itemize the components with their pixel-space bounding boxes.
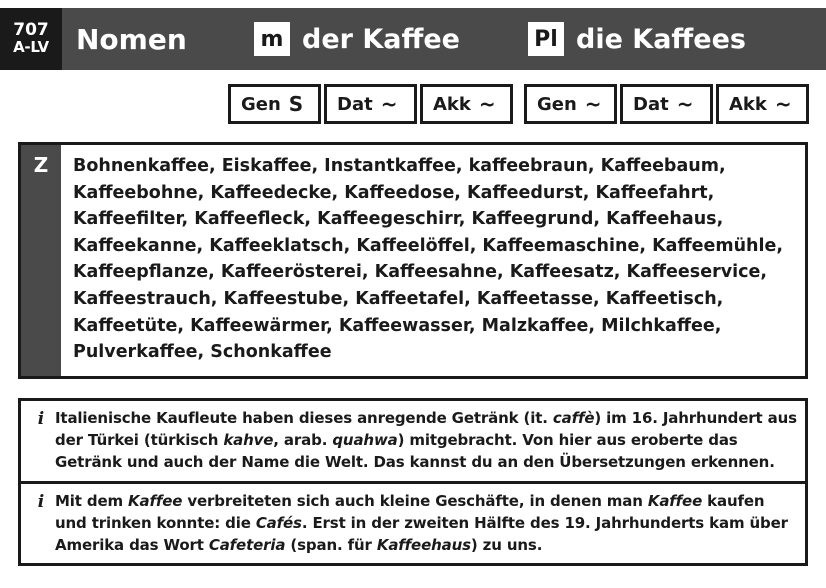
word-line: Bohnenkaffee, Eiskaffee, Instantkaffee, kaffeebraun, Kaffeebaum,	[73, 156, 726, 176]
case-box-dat-singular	[324, 84, 417, 124]
case-label: Akk	[729, 93, 767, 115]
word-line: Kaffeefilter, Kaffeefleck, Kaffeegeschirr, Kaffeegrund, Kaffeehaus,	[73, 209, 724, 230]
compound-word-list	[61, 145, 793, 376]
compound-word-block	[18, 142, 808, 379]
entry-header	[0, 8, 826, 70]
entry-number: 707	[13, 20, 49, 41]
case-row	[228, 84, 812, 124]
word-line: Kaffeepflanze, Kaffeerösterei, Kaffeesahne, Kaffeesatz, Kaffeeservice,	[73, 262, 768, 283]
case-label: Gen	[537, 93, 577, 115]
info-note	[18, 484, 808, 567]
singular-word: der Kaffee	[302, 23, 460, 55]
case-box-akk-plural	[716, 84, 809, 124]
case-box-dat-plural	[620, 84, 713, 124]
plural-badge: Pl	[528, 22, 564, 56]
case-box-gen-singular	[228, 84, 321, 124]
word-line: Kaffeekanne, Kaffeeklatsch, Kaffeelöffel, Kaffeemaschine, Kaffeemühle,	[73, 235, 784, 256]
case-symbol: ~	[774, 92, 792, 116]
case-label: Gen	[241, 93, 281, 115]
case-symbol: ~	[676, 92, 694, 116]
entry-number-sub: A-LV	[13, 38, 49, 57]
info-note-text: Mit dem Kaffee verbreiteten sich auch kleine Geschäfte, in denen man Kaffee kaufen und trinken konnte: die Cafés. Erst in der zweiten Hälfte des 19. Jahrhunderts kam über Amerika das Wort Cafeteria (span. für Kaffeehaus) zu uns.	[55, 491, 788, 554]
entry-number-badge	[0, 8, 62, 70]
info-note-text: Italienische Kaufleute haben dieses anregende Getränk (it. caffè) im 16. Jahrhundert aus der Türkei (türkisch kahve, arab. quahwa) mitgebracht. Von hier aus eroberte das Getränk und auch der Name die Welt. Das kannst du an den Übersetzungen erkennen.	[55, 409, 797, 472]
word-line: Kaffeestrauch, Kaffeestube, Kaffeetafel, Kaffeetasse, Kaffeetisch,	[73, 288, 724, 309]
word-line: Kaffeebohne, Kaffeedecke, Kaffeedose, Kaffeedurst, Kaffeefahrt,	[73, 182, 715, 203]
singular-entry	[254, 8, 460, 70]
word-line: Pulverkaffee, Schonkaffee	[73, 342, 332, 363]
case-label: Akk	[433, 93, 471, 115]
case-box-akk-singular	[420, 84, 513, 124]
case-label: Dat	[337, 93, 373, 115]
case-label: Dat	[633, 93, 669, 115]
info-note	[18, 398, 808, 484]
word-line: Kaffeetüte, Kaffeewärmer, Kaffeewasser, Malzkaffee, Milchkaffee,	[73, 315, 722, 336]
case-symbol: ~	[380, 92, 398, 116]
block-tab-label: Z	[21, 145, 61, 376]
case-symbol: ~	[478, 92, 496, 116]
plural-entry	[528, 8, 746, 70]
info-icon: i	[37, 409, 45, 429]
gender-badge-m: m	[254, 22, 290, 56]
case-box-gen-plural	[524, 84, 617, 124]
plural-word: die Kaffees	[576, 23, 747, 55]
case-symbol: S	[288, 92, 304, 116]
info-icon: i	[37, 491, 45, 512]
page-title: Nomen	[76, 22, 187, 56]
info-notes	[18, 398, 808, 566]
case-symbol: ~	[584, 92, 602, 116]
